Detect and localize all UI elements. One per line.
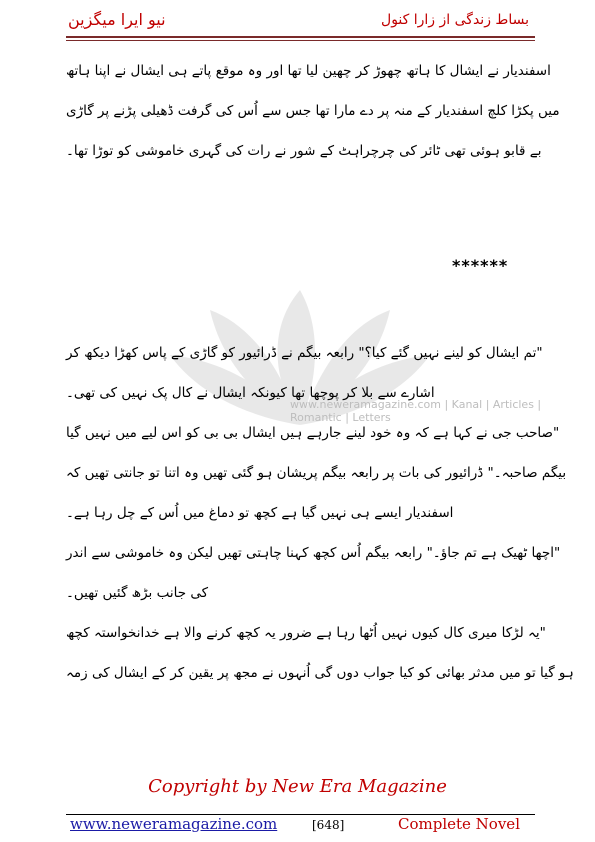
header-divider: [66, 36, 535, 41]
text-line: "یہ لڑکا میری کال کیوں نہیں اُٹھا رہا ہے ضرور یہ کچھ کرنے والا ہے خدانخواستہ کچھ: [66, 625, 546, 642]
copyright-notice: Copyright by New Era Magazine: [148, 776, 447, 797]
paragraph-2: [66, 334, 574, 694]
text-line: ہو گیا تو میں مدثر بھائی کو کیا جواب دوں گی اُنہوں نے مجھ پر یقین کر کے ایشال کی زمہ: [66, 665, 574, 682]
header-novel-title: بساط زندگی از زارا کنول: [381, 12, 529, 28]
text-line: میں پکڑا کلچ اسفندیار کے منہ پر دے مارا تھا جس سے اُس کی گرفت ڈھیلی پڑنے پر گاڑی: [66, 103, 560, 120]
footer-section-label: Complete Novel: [398, 815, 520, 833]
text-line: اسفندیار ایسے ہی نہیں گیا ہے کچھ تو دماغ میں اُس کے چل رہا ہے۔: [66, 505, 454, 522]
watermark-text: www.neweramagazine.com | Kanal | Articles | Romantic | Letters: [290, 398, 542, 424]
text-line: بیگم صاحبہ۔" ڈرائیور کی بات پر رابعہ بیگم پریشان ہو گئی تھیں وہ اتنا تو جانتی تھیں کہ: [66, 465, 567, 482]
paragraph-1: [66, 52, 560, 172]
footer-website-link[interactable]: www.neweramagazine.com: [70, 815, 278, 833]
header-magazine-name: نیو ایرا میگزین: [68, 10, 166, 29]
text-line: اشارے سے بلا کر پوچھا تھا کیونکہ ایشال نے کال پک نہیں کی تھی۔: [66, 385, 435, 402]
text-line: "تم ایشال کو لینے نہیں گئے کیا؟" رابعہ بیگم نے ڈرائیور کو گاڑی کے پاس کھڑا دیکھ کر: [66, 345, 543, 362]
section-separator: ******: [452, 256, 509, 275]
text-line: "صاحب جی نے کہا ہے کہ وہ خود لینے جارہے ہیں ایشال بی بی کو اس لیے میں نہیں گیا: [66, 425, 560, 442]
text-line: "اچھا ٹھیک ہے تم جاؤ۔" رابعہ بیگم اُس کچھ کہنا چاہتی تھیں لیکن وہ خاموشی سے اندر: [66, 545, 561, 562]
text-line: کی جانب بڑھ گئیں تھیں۔: [66, 585, 209, 602]
text-line: اسفندیار نے ایشال کا ہاتھ چھوڑ کر چھین لیا تھا اور وہ موقع پاتے ہی ایشال نے اپنا ہاتھ: [66, 63, 551, 80]
text-line: بے قابو ہوئی تھی ٹائر کی چرچراہٹ کے شور نے رات کی گہری خاموشی کو توڑا تھا۔: [66, 143, 542, 160]
page-number: [648]: [312, 818, 345, 832]
